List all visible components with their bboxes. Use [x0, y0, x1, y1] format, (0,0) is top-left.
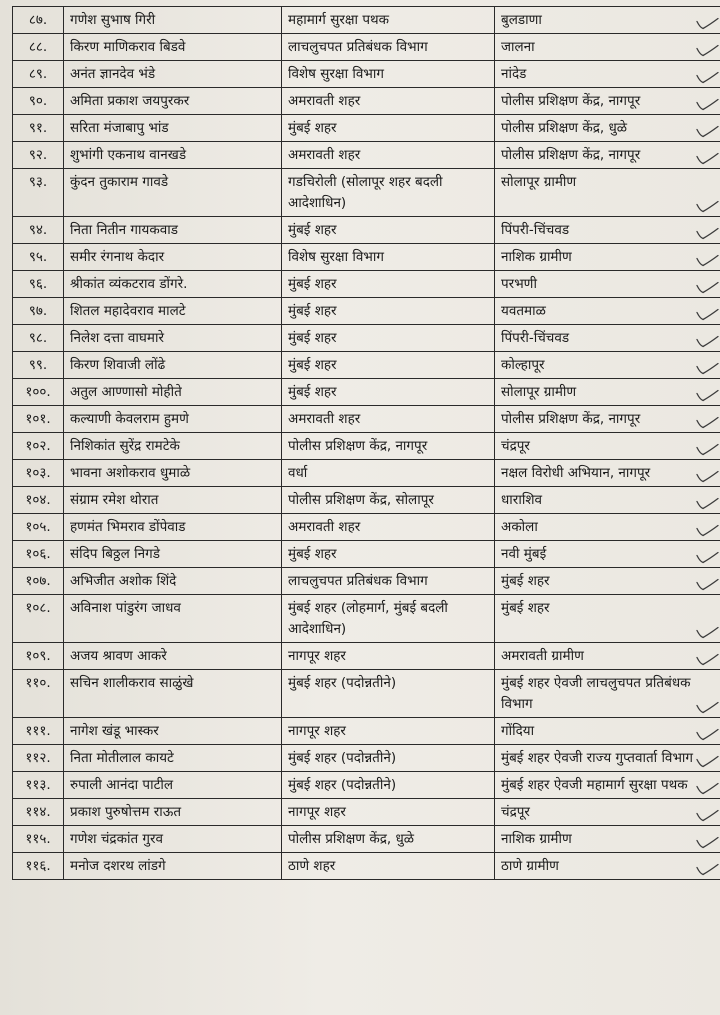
officer-name-cell: सचिन शालीकराव साळुंखे — [64, 670, 282, 718]
current-posting-cell: पोलीस प्रशिक्षण केंद्र, सोलापूर — [282, 487, 495, 514]
officer-name-cell: अभिजीत अशोक शिंदे — [64, 568, 282, 595]
new-posting-cell: मुंबई शहर — [495, 595, 720, 643]
officer-name-cell: निशिकांत सुरेंद्र रामटेके — [64, 433, 282, 460]
serial-number-cell: १०७. — [13, 568, 64, 595]
officer-name-cell: गणेश चंद्रकांत गुरव — [64, 826, 282, 853]
current-posting-cell: पोलीस प्रशिक्षण केंद्र, धुळे — [282, 826, 495, 853]
table-row — [13, 142, 720, 169]
serial-number-cell: ११०. — [13, 670, 64, 718]
table-row — [13, 298, 720, 325]
current-posting-cell: वर्धा — [282, 460, 495, 487]
tick-mark — [697, 811, 718, 821]
table-row — [13, 568, 720, 595]
officer-name-cell: नागेश खंडू भास्कर — [64, 718, 282, 745]
new-posting-cell: नक्षल विरोधी अभियान, नागपूर — [495, 460, 720, 487]
table-row — [13, 541, 720, 568]
new-posting-cell: पोलीस प्रशिक्षण केंद्र, नागपूर — [495, 88, 720, 115]
table-row — [13, 745, 720, 772]
table-row — [13, 460, 720, 487]
new-posting-cell: पोलीस प्रशिक्षण केंद्र, धुळे — [495, 115, 720, 142]
new-posting-cell: चंद्रपूर — [495, 799, 720, 826]
new-posting-cell: नाशिक ग्रामीण — [495, 244, 720, 271]
table-row — [13, 853, 720, 880]
tick-mark — [697, 628, 718, 638]
officer-name-cell: अनंत ज्ञानदेव भंडे — [64, 61, 282, 88]
officer-name-cell: गणेश सुभाष गिरी — [64, 7, 282, 34]
serial-number-cell: ११२. — [13, 745, 64, 772]
new-posting-cell: यवतमाळ — [495, 298, 720, 325]
officer-name-cell: हणमंत भिमराव डोंपेवाड — [64, 514, 282, 541]
table-row — [13, 772, 720, 799]
tick-mark — [697, 283, 718, 293]
current-posting-cell: अमरावती शहर — [282, 88, 495, 115]
officer-name-cell: प्रकाश पुरुषोत्तम राऊत — [64, 799, 282, 826]
new-posting-cell: मुंबई शहर ऐवजी महामार्ग सुरक्षा पथक — [495, 772, 720, 799]
officer-name-cell: निलेश दत्ता वाघमारे — [64, 325, 282, 352]
serial-number-cell: ९४. — [13, 217, 64, 244]
tick-mark — [697, 499, 718, 509]
officer-name-cell: रुपाली आनंदा पाटील — [64, 772, 282, 799]
tick-mark — [697, 154, 718, 164]
tick-mark — [697, 364, 718, 374]
current-posting-cell: अमरावती शहर — [282, 406, 495, 433]
serial-number-cell: १००. — [13, 379, 64, 406]
serial-number-cell: १०९. — [13, 643, 64, 670]
serial-number-cell: १०४. — [13, 487, 64, 514]
table-row — [13, 643, 720, 670]
new-posting-cell: कोल्हापूर — [495, 352, 720, 379]
new-posting-cell: नाशिक ग्रामीण — [495, 826, 720, 853]
current-posting-cell: मुंबई शहर — [282, 298, 495, 325]
serial-number-cell: ८८. — [13, 34, 64, 61]
serial-number-cell: १०८. — [13, 595, 64, 643]
officer-name-cell: संदिप बिठ्ठल निगडे — [64, 541, 282, 568]
new-posting-cell: बुलडाणा — [495, 7, 720, 34]
current-posting-cell: मुंबई शहर (लोहमार्ग, मुंबई बदली आदेशाधिन) — [282, 595, 495, 643]
table-row — [13, 169, 720, 217]
tick-mark — [697, 445, 718, 455]
serial-number-cell: ९२. — [13, 142, 64, 169]
current-posting-cell: महामार्ग सुरक्षा पथक — [282, 7, 495, 34]
serial-number-cell: ९१. — [13, 115, 64, 142]
current-posting-cell: मुंबई शहर (पदोन्नतीने) — [282, 772, 495, 799]
new-posting-cell: चंद्रपूर — [495, 433, 720, 460]
tick-mark — [697, 730, 718, 740]
officer-name-cell: श्रीकांत व्यंकटराव डोंगरे. — [64, 271, 282, 298]
tick-mark — [697, 46, 718, 56]
serial-number-cell: १०५. — [13, 514, 64, 541]
table-row — [13, 61, 720, 88]
current-posting-cell: मुंबई शहर — [282, 115, 495, 142]
tick-mark — [697, 202, 718, 212]
tick-mark — [697, 19, 718, 29]
table-row — [13, 352, 720, 379]
current-posting-cell: लाचलुचपत प्रतिबंधक विभाग — [282, 34, 495, 61]
current-posting-cell: ठाणे शहर — [282, 853, 495, 880]
tick-mark — [697, 418, 718, 428]
current-posting-cell: मुंबई शहर — [282, 379, 495, 406]
serial-number-cell: ११४. — [13, 799, 64, 826]
serial-number-cell: ११३. — [13, 772, 64, 799]
new-posting-cell: जालना — [495, 34, 720, 61]
table-row — [13, 88, 720, 115]
new-posting-cell: अमरावती ग्रामीण — [495, 643, 720, 670]
new-posting-cell: पिंपरी-चिंचवड — [495, 325, 720, 352]
tick-mark — [697, 73, 718, 83]
officer-name-cell: समीर रंगनाथ केदार — [64, 244, 282, 271]
officer-name-cell: संग्राम रमेश थोरात — [64, 487, 282, 514]
table-row — [13, 7, 720, 34]
new-posting-cell: सोलापूर ग्रामीण — [495, 169, 720, 217]
table-row — [13, 595, 720, 643]
table-row — [13, 115, 720, 142]
tick-mark — [697, 553, 718, 563]
serial-number-cell: १०२. — [13, 433, 64, 460]
new-posting-cell: नांदेड — [495, 61, 720, 88]
serial-number-cell: ९६. — [13, 271, 64, 298]
current-posting-cell: नागपूर शहर — [282, 718, 495, 745]
new-posting-cell: परभणी — [495, 271, 720, 298]
tick-mark — [697, 757, 718, 767]
new-posting-cell: ठाणे ग्रामीण — [495, 853, 720, 880]
tick-mark — [697, 784, 718, 794]
serial-number-cell: ९५. — [13, 244, 64, 271]
current-posting-cell: मुंबई शहर (पदोन्नतीने) — [282, 670, 495, 718]
new-posting-cell: मुंबई शहर ऐवजी लाचलुचपत प्रतिबंधक विभाग — [495, 670, 720, 718]
table-row — [13, 406, 720, 433]
officer-name-cell: सरिता मंजाबापु भांड — [64, 115, 282, 142]
current-posting-cell: मुंबई शहर — [282, 271, 495, 298]
new-posting-cell: धाराशिव — [495, 487, 720, 514]
serial-number-cell: ९८. — [13, 325, 64, 352]
serial-number-cell: १११. — [13, 718, 64, 745]
current-posting-cell: विशेष सुरक्षा विभाग — [282, 61, 495, 88]
tick-mark — [697, 337, 718, 347]
new-posting-cell: पिंपरी-चिंचवड — [495, 217, 720, 244]
table-row — [13, 826, 720, 853]
serial-number-cell: ९३. — [13, 169, 64, 217]
transfer-table-body — [13, 7, 720, 880]
current-posting-cell: लाचलुचपत प्रतिबंधक विभाग — [282, 568, 495, 595]
current-posting-cell: मुंबई शहर — [282, 217, 495, 244]
tick-mark — [697, 256, 718, 266]
new-posting-cell: पोलीस प्रशिक्षण केंद्र, नागपूर — [495, 406, 720, 433]
officer-name-cell: अविनाश पांडुरंग जाधव — [64, 595, 282, 643]
table-row — [13, 244, 720, 271]
serial-number-cell: ८७. — [13, 7, 64, 34]
tick-mark — [697, 526, 718, 536]
new-posting-cell: गोंदिया — [495, 718, 720, 745]
current-posting-cell: मुंबई शहर — [282, 352, 495, 379]
officer-name-cell: कल्याणी केवलराम हुमणे — [64, 406, 282, 433]
current-posting-cell: नागपूर शहर — [282, 799, 495, 826]
tick-mark — [697, 127, 718, 137]
tick-mark — [697, 838, 718, 848]
current-posting-cell: अमरावती शहर — [282, 514, 495, 541]
handwritten-tick-marks — [694, 0, 720, 1015]
table-row — [13, 379, 720, 406]
officer-name-cell: अतुल आण्णासो मोहीते — [64, 379, 282, 406]
table-row — [13, 487, 720, 514]
serial-number-cell: १०६. — [13, 541, 64, 568]
officer-name-cell: कुंदन तुकाराम गावडे — [64, 169, 282, 217]
table-row — [13, 514, 720, 541]
officer-name-cell: निता नितीन गायकवाड — [64, 217, 282, 244]
tick-mark — [697, 391, 718, 401]
table-row — [13, 325, 720, 352]
current-posting-cell: अमरावती शहर — [282, 142, 495, 169]
current-posting-cell: नागपूर शहर — [282, 643, 495, 670]
officer-name-cell: अजय श्रावण आकरे — [64, 643, 282, 670]
new-posting-cell: सोलापूर ग्रामीण — [495, 379, 720, 406]
tick-mark — [697, 100, 718, 110]
officer-name-cell: किरण शिवाजी लोंढे — [64, 352, 282, 379]
tick-mark — [697, 655, 718, 665]
table-row — [13, 718, 720, 745]
table-row — [13, 799, 720, 826]
transfer-table — [12, 6, 720, 880]
serial-number-cell: ८९. — [13, 61, 64, 88]
current-posting-cell: मुंबई शहर — [282, 325, 495, 352]
current-posting-cell: मुंबई शहर — [282, 541, 495, 568]
tick-mark — [697, 865, 718, 875]
tick-mark — [697, 580, 718, 590]
table-row — [13, 670, 720, 718]
new-posting-cell: नवी मुंबई — [495, 541, 720, 568]
table-row — [13, 433, 720, 460]
new-posting-cell: अकोला — [495, 514, 720, 541]
table-row — [13, 34, 720, 61]
tick-mark — [697, 472, 718, 482]
serial-number-cell: १०१. — [13, 406, 64, 433]
serial-number-cell: १०३. — [13, 460, 64, 487]
serial-number-cell: ९९. — [13, 352, 64, 379]
officer-name-cell: शितल महादेवराव मालटे — [64, 298, 282, 325]
tick-mark — [697, 703, 718, 713]
new-posting-cell: पोलीस प्रशिक्षण केंद्र, नागपूर — [495, 142, 720, 169]
table-row — [13, 271, 720, 298]
serial-number-cell: ११५. — [13, 826, 64, 853]
officer-name-cell: भावना अशोकराव धुमाळे — [64, 460, 282, 487]
tick-mark — [697, 229, 718, 239]
tick-mark — [697, 310, 718, 320]
officer-name-cell: किरण माणिकराव बिडवे — [64, 34, 282, 61]
serial-number-cell: ११६. — [13, 853, 64, 880]
new-posting-cell: मुंबई शहर ऐवजी राज्य गुप्तवार्ता विभाग — [495, 745, 720, 772]
officer-name-cell: अमिता प्रकाश जयपुरकर — [64, 88, 282, 115]
serial-number-cell: ९०. — [13, 88, 64, 115]
new-posting-cell: मुंबई शहर — [495, 568, 720, 595]
serial-number-cell: ९७. — [13, 298, 64, 325]
current-posting-cell: पोलीस प्रशिक्षण केंद्र, नागपूर — [282, 433, 495, 460]
current-posting-cell: मुंबई शहर (पदोन्नतीने) — [282, 745, 495, 772]
officer-name-cell: मनोज दशरथ लांडगे — [64, 853, 282, 880]
table-row — [13, 217, 720, 244]
current-posting-cell: गडचिरोली (सोलापूर शहर बदली आदेशाधिन) — [282, 169, 495, 217]
current-posting-cell: विशेष सुरक्षा विभाग — [282, 244, 495, 271]
officer-name-cell: शुभांगी एकनाथ वानखडे — [64, 142, 282, 169]
officer-name-cell: निता मोतीलाल कायटे — [64, 745, 282, 772]
